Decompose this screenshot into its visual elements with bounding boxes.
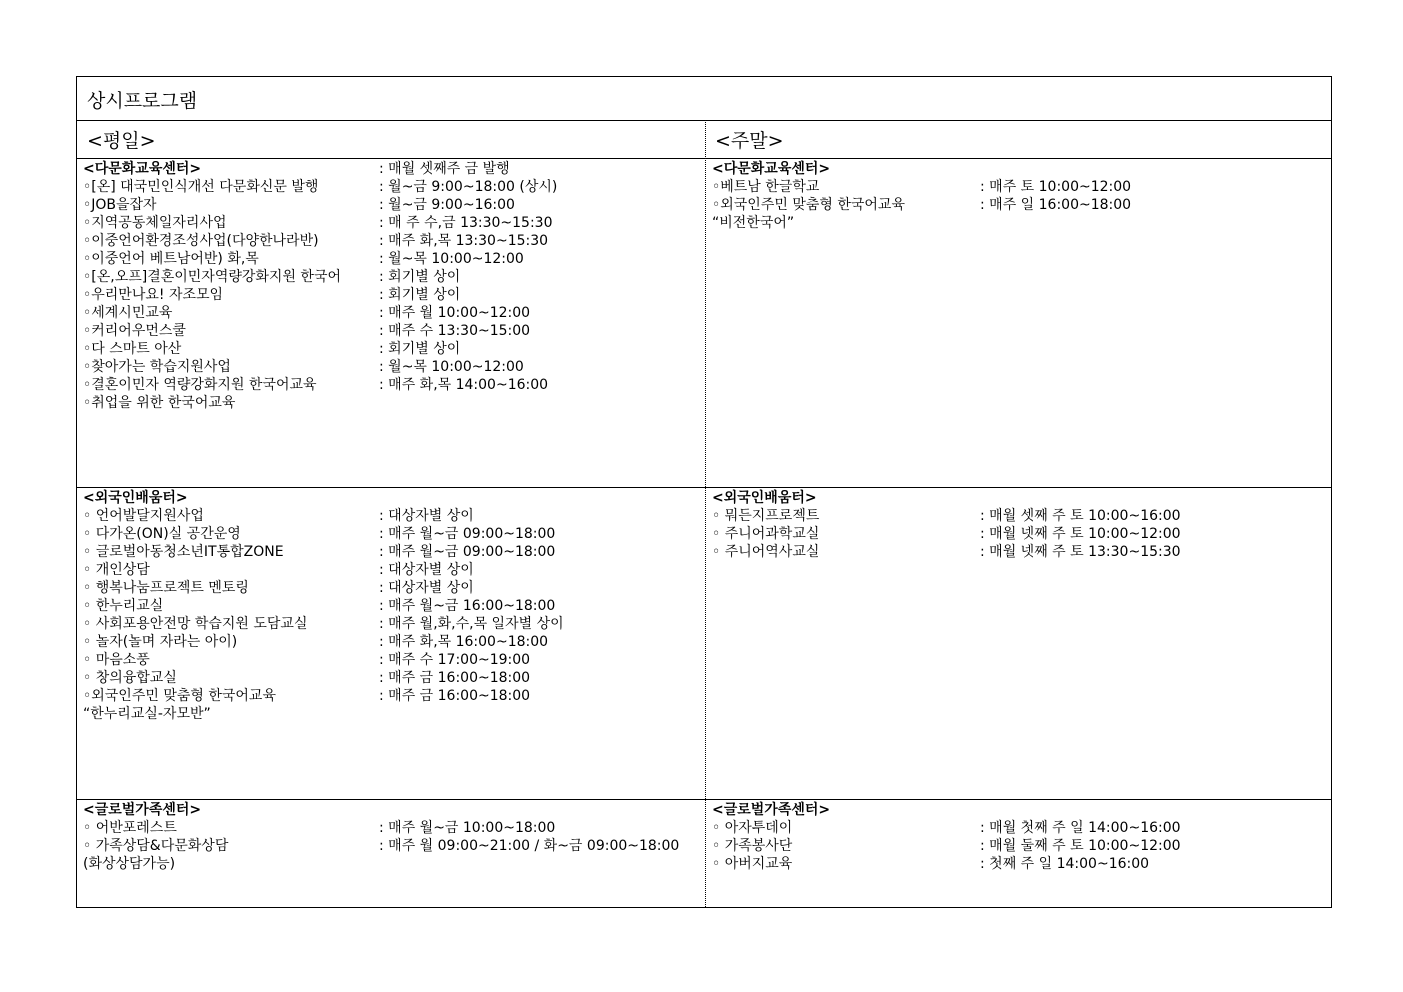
program-note: “한누리교실-자모반” bbox=[83, 706, 211, 722]
program-schedule: : 대상자별 상이 bbox=[379, 580, 474, 596]
weekday-family-section bbox=[77, 800, 705, 907]
section-title: <외국인배움터> bbox=[712, 490, 817, 506]
program-schedule: : 월~목 10:00~12:00 bbox=[379, 359, 524, 375]
weekend-foreigner-section bbox=[706, 488, 1331, 799]
column-header-row bbox=[77, 120, 1331, 159]
program-row bbox=[83, 633, 705, 651]
program-row bbox=[83, 178, 705, 196]
program-name: ◦외국인주민 맞춤형 한국어교육 bbox=[83, 688, 276, 704]
program-schedule: : 매주 월 10:00~12:00 bbox=[379, 305, 531, 321]
program-row bbox=[83, 525, 705, 543]
program-name: ◦이중언어 베트남어반) 화,목 bbox=[83, 251, 259, 267]
program-row bbox=[83, 837, 705, 855]
program-schedule: : 매주 화,목 14:00~16:00 bbox=[379, 377, 549, 393]
program-name: ◦[온] 대국민인식개선 다문화신문 발행 bbox=[83, 179, 319, 195]
program-name: ◦이중언어환경조성사업(다양한나라반) bbox=[83, 233, 319, 249]
program-schedule: : 월~금 9:00~18:00 (상시) bbox=[379, 179, 558, 195]
weekend-family-section bbox=[706, 800, 1331, 907]
program-row bbox=[712, 507, 1331, 525]
program-row bbox=[83, 268, 705, 286]
program-row bbox=[712, 837, 1331, 855]
program-name: ◦ 다가온(ON)실 공간운영 bbox=[83, 526, 241, 542]
weekday-multicultural-section bbox=[77, 159, 705, 487]
program-schedule: : 매주 금 16:00~18:00 bbox=[379, 670, 531, 686]
program-name: ◦ 주니어과학교실 bbox=[712, 526, 820, 542]
program-row bbox=[83, 651, 705, 669]
program-name: ◦ 마음소풍 bbox=[83, 652, 150, 668]
program-row bbox=[83, 615, 705, 633]
weekday-foreigner-section bbox=[77, 488, 705, 799]
program-schedule: : 매주 월~금 10:00~18:00 bbox=[379, 820, 556, 836]
program-schedule: : 회기별 상이 bbox=[379, 269, 461, 285]
program-schedule: : 대상자별 상이 bbox=[379, 508, 474, 524]
program-row bbox=[83, 376, 705, 394]
program-name: ◦세계시민교육 bbox=[83, 305, 173, 321]
program-name: ◦ 글로벌아동청소년IT통합ZONE bbox=[83, 544, 284, 560]
program-schedule: : 매주 월,화,수,목 일자별 상이 bbox=[379, 616, 564, 632]
program-name: ◦ 주니어역사교실 bbox=[712, 544, 820, 560]
section-title: <다문화교육센터> : 매월 셋째주 금 발행 bbox=[83, 161, 510, 177]
program-row bbox=[712, 178, 1331, 196]
weekend-multicultural-section bbox=[706, 159, 1331, 487]
program-schedule: : 매 주 수,금 13:30~15:30 bbox=[379, 215, 553, 231]
program-schedule: : 매월 셋째 주 토 10:00~16:00 bbox=[980, 508, 1181, 524]
program-schedule: : 매주 월~금 16:00~18:00 bbox=[379, 598, 556, 614]
program-schedule: : 매주 월~금 09:00~18:00 bbox=[379, 526, 556, 542]
program-name: ◦[온,오프]결혼이민자역량강화지원 한국어 bbox=[83, 269, 341, 285]
program-schedule: : 매주 금 16:00~18:00 bbox=[379, 688, 531, 704]
program-note: (화상상담가능) bbox=[83, 856, 176, 872]
program-row bbox=[83, 340, 705, 358]
program-schedule: : 회기별 상이 bbox=[379, 341, 461, 357]
weekend-header: <주말> bbox=[715, 130, 784, 152]
program-row bbox=[83, 561, 705, 579]
program-schedule: : 매월 셋째주 금 발행 bbox=[379, 161, 510, 177]
program-row bbox=[712, 819, 1331, 837]
program-row bbox=[83, 394, 705, 412]
program-name: ◦다 스마트 아산 bbox=[83, 341, 182, 357]
program-row bbox=[83, 597, 705, 615]
program-name: ◦ 개인상담 bbox=[83, 562, 150, 578]
program-name: ◦JOB을잡자 bbox=[83, 197, 157, 213]
weekday-header: <평일> bbox=[87, 130, 156, 152]
program-row bbox=[83, 579, 705, 597]
section-title: <글로벌가족센터> bbox=[712, 802, 831, 818]
program-row bbox=[83, 507, 705, 525]
section-title: <글로벌가족센터> bbox=[83, 802, 202, 818]
program-name: ◦결혼이민자 역량강화지원 한국어교육 bbox=[83, 377, 317, 393]
program-table bbox=[76, 76, 1332, 908]
section-title: <다문화교육센터> bbox=[712, 161, 831, 177]
program-row bbox=[83, 687, 705, 705]
weekend-header-cell bbox=[705, 120, 1331, 158]
program-schedule: : 매주 수 17:00~19:00 bbox=[379, 652, 531, 668]
program-row bbox=[712, 196, 1331, 214]
page-title: 상시프로그램 bbox=[87, 90, 198, 112]
program-schedule: : 매주 일 16:00~18:00 bbox=[980, 197, 1132, 213]
program-name: ◦취업을 위한 한국어교육 bbox=[83, 395, 236, 411]
program-schedule: : 매주 토 10:00~12:00 bbox=[980, 179, 1132, 195]
program-name: ◦외국인주민 맞춤형 한국어교육 bbox=[712, 197, 905, 213]
program-schedule: : 월~목 10:00~12:00 bbox=[379, 251, 524, 267]
section-title: <외국인배움터> bbox=[83, 490, 188, 506]
program-row bbox=[83, 304, 705, 322]
program-name: ◦찾아가는 학습지원사업 bbox=[83, 359, 231, 375]
program-name: ◦ 어반포레스트 bbox=[83, 820, 177, 836]
program-schedule: : 매월 첫째 주 일 14:00~16:00 bbox=[980, 820, 1181, 836]
program-schedule: : 회기별 상이 bbox=[379, 287, 461, 303]
program-note: “비전한국어” bbox=[712, 215, 795, 231]
program-name: ◦ 뭐든지프로젝트 bbox=[712, 508, 820, 524]
program-name: ◦ 아자투데이 bbox=[712, 820, 793, 836]
program-schedule: : 월~금 9:00~16:00 bbox=[379, 197, 515, 213]
program-row bbox=[712, 543, 1331, 561]
program-name: ◦지역공동체일자리사업 bbox=[83, 215, 227, 231]
program-row bbox=[83, 286, 705, 304]
program-row bbox=[83, 358, 705, 376]
program-name: ◦ 가족상담&다문화상담 bbox=[83, 838, 229, 854]
program-schedule: : 매주 월~금 09:00~18:00 bbox=[379, 544, 556, 560]
program-schedule: : 첫째 주 일 14:00~16:00 bbox=[980, 856, 1150, 872]
program-name: ◦우리만나요! 자조모임 bbox=[83, 287, 224, 303]
program-row bbox=[83, 250, 705, 268]
program-row bbox=[83, 196, 705, 214]
program-row bbox=[83, 322, 705, 340]
program-schedule: : 매월 넷째 주 토 10:00~12:00 bbox=[980, 526, 1181, 542]
program-row bbox=[83, 819, 705, 837]
title-row bbox=[77, 77, 1331, 121]
program-row bbox=[83, 232, 705, 250]
program-name: ◦ 행복나눔프로젝트 멘토링 bbox=[83, 580, 249, 596]
weekday-header-cell bbox=[77, 120, 705, 158]
program-schedule: : 매주 월 09:00~21:00 / 화~금 09:00~18:00 bbox=[379, 838, 680, 854]
program-schedule: : 매월 넷째 주 토 13:30~15:30 bbox=[980, 544, 1181, 560]
program-row bbox=[712, 855, 1331, 873]
program-row bbox=[83, 214, 705, 232]
program-row bbox=[83, 669, 705, 687]
program-name: ◦ 창의융합교실 bbox=[83, 670, 177, 686]
program-name: ◦ 한누리교실 bbox=[83, 598, 164, 614]
program-name: ◦ 아버지교육 bbox=[712, 856, 793, 872]
program-name: ◦ 가족봉사단 bbox=[712, 838, 793, 854]
program-schedule: : 대상자별 상이 bbox=[379, 562, 474, 578]
program-schedule: : 매월 둘째 주 토 10:00~12:00 bbox=[980, 838, 1181, 854]
program-schedule: : 매주 수 13:30~15:00 bbox=[379, 323, 531, 339]
program-row bbox=[83, 543, 705, 561]
program-schedule: : 매주 화,목 13:30~15:30 bbox=[379, 233, 549, 249]
program-schedule: : 매주 화,목 16:00~18:00 bbox=[379, 634, 549, 650]
program-row bbox=[712, 525, 1331, 543]
program-name: ◦ 언어발달지원사업 bbox=[83, 508, 204, 524]
program-name: ◦ 사회포용안전망 학습지원 도담교실 bbox=[83, 616, 308, 632]
program-name: ◦베트남 한글학교 bbox=[712, 179, 820, 195]
program-name: ◦ 놀자(놀며 자라는 아이) bbox=[83, 634, 238, 650]
program-name: ◦커리어우먼스쿨 bbox=[83, 323, 186, 339]
